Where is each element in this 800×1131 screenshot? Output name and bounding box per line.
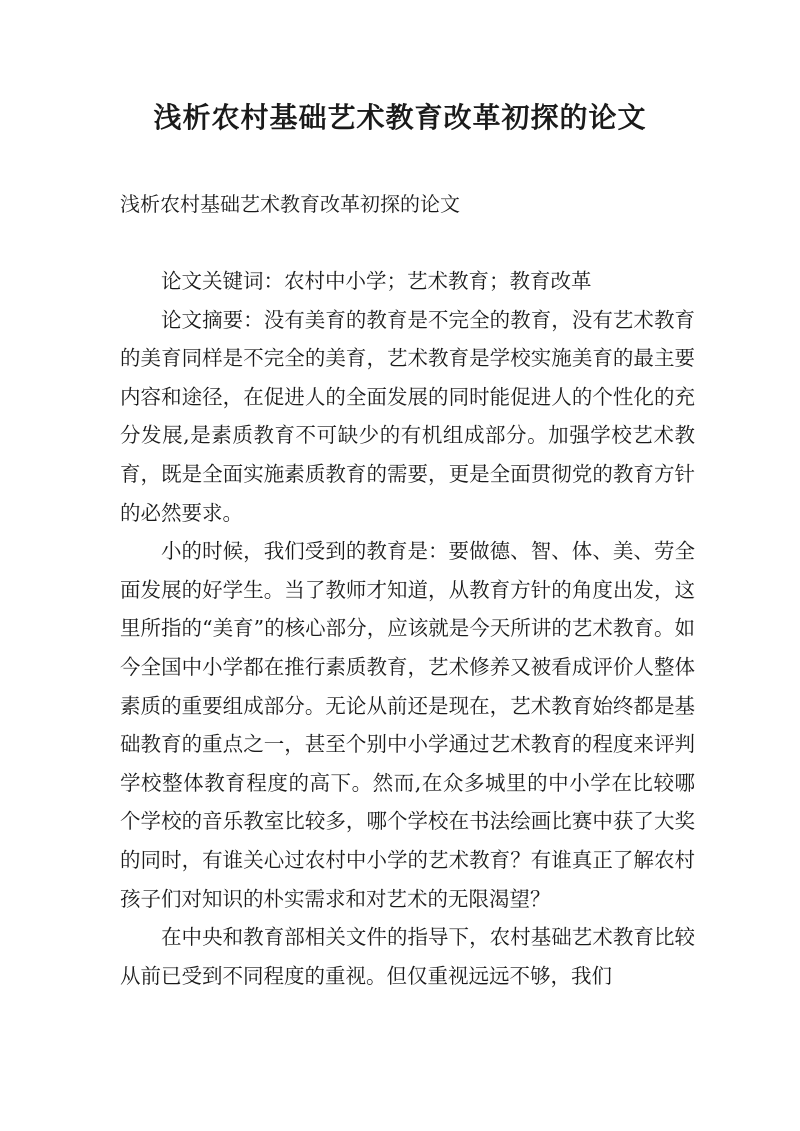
abstract-paragraph: 论文摘要：没有美育的教育是不完全的教育，没有艺术教育的美育同样是不完全的美育，艺术教育是学校实施美育的最主要内容和途径，在促进人的全面发展的同时能促进人的个性化的充分发展,是素质教育不可缺少的有机组成部分。加强学校艺术教育，既是全面实施素质教育的需要，更是全面贯彻党的教育方针的必然要求。 <box>120 307 695 525</box>
document-title: 浅析农村基础艺术教育改革初探的论文 <box>153 101 647 134</box>
body-paragraph: 小的时候，我们受到的教育是：要做德、智、体、美、劳全面发展的好学生。当了教师才知道，从教育方针的角度出发，这里所指的“美育”的核心部分，应该就是今天所讲的艺术教育。如今全国中小学都在推行素质教育，艺术修养又被看成评价人整体素质的重要组成部分。无论从前还是现在，艺术教育始终都是基础教育的重点之一，甚至个别中小学通过艺术教育的程度来评判学校整体教育程度的高下。然而,在众多城里的中小学在比较哪个学校的音乐教室比较多，哪个学校在书法绘画比赛中获了大奖的同时，有谁关心过农村中小学的艺术教育？有谁真正了解农村孩子们对知识的朴实需求和对艺术的无限渴望？ <box>120 539 695 911</box>
body-paragraph: 在中央和教育部相关文件的指导下，农村基础艺术教育比较从前已受到不同程度的重视。但仅重视远远不够，我们 <box>120 925 695 988</box>
document-body <box>120 262 695 995</box>
keywords-paragraph: 论文关键词：农村中小学；艺术教育；教育改革 <box>161 269 592 293</box>
document-subtitle: 浅析农村基础艺术教育改革初探的论文 <box>120 192 460 216</box>
